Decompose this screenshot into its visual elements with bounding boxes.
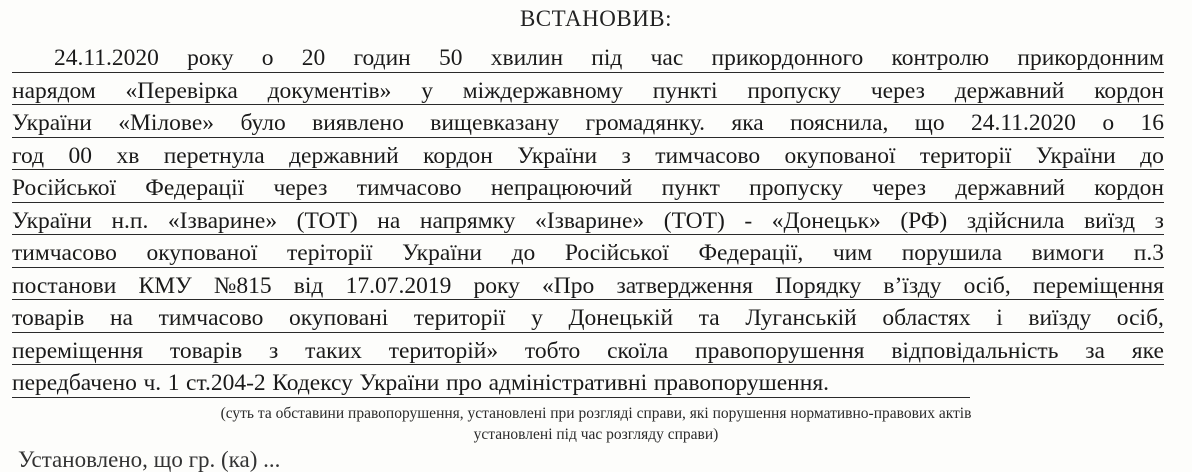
text-line: год 00 хв перетнула державний кордон України з тимчасово окупованої території України до: [12, 138, 1164, 171]
text-line: України «Мілове» було виявлено вищевказану громадянку. яка пояснила, що 24.11.2020 о 16: [12, 105, 1164, 138]
text-line: постанови КМУ №815 від 17.07.2019 року «Про затвердження Порядку в’їзду осіб, переміщення: [12, 268, 1164, 301]
findings-paragraph: [12, 40, 1164, 398]
text-line: переміщення товарів з таких територій» тобто скоїла правопорушення відповідальність за яке: [12, 333, 1164, 366]
text-line: товарів на тимчасово окуповані території у Донецькій та Луганській областях і виїзду осіб,: [12, 300, 1164, 333]
document-heading: ВСТАНОВИВ:: [519, 6, 673, 31]
text-line: України н.п. «Ізварине» (ТОТ) на напрямку «Ізварине» (ТОТ) - «Донецьк» (РФ) здійснила виїзд з: [12, 203, 1164, 236]
text-line: Російської Федерації через тимчасово непрацюючий пункт пропуску через державний кордон: [12, 170, 1164, 203]
field-caption: [0, 403, 1192, 445]
text-line: тимчасово окупованої теріторії України до Російської Федерації, чим порушила вимоги п.3: [12, 235, 1164, 268]
partial-next-line: [18, 447, 281, 472]
text-line: передбачено ч. 1 ст.204-2 Кодексу України про адміністративні правопорушення.: [12, 365, 970, 398]
partial-next-line-text: Установлено, що гр. (ка) ...: [18, 447, 281, 472]
text-line: 24.11.2020 року о 20 годин 50 хвилин під час прикордонного контролю прикордонним: [12, 40, 1164, 73]
caption-line: установлені під час розгляду справи): [473, 426, 719, 443]
caption-line: (суть та обставини правопорушення, установлені при розгляді справи, які порушення нормативно-правових актів: [220, 405, 972, 422]
text-line: нарядом «Перевірка документів» у міждержавному пункті пропуску через державний кордон: [12, 73, 1164, 106]
